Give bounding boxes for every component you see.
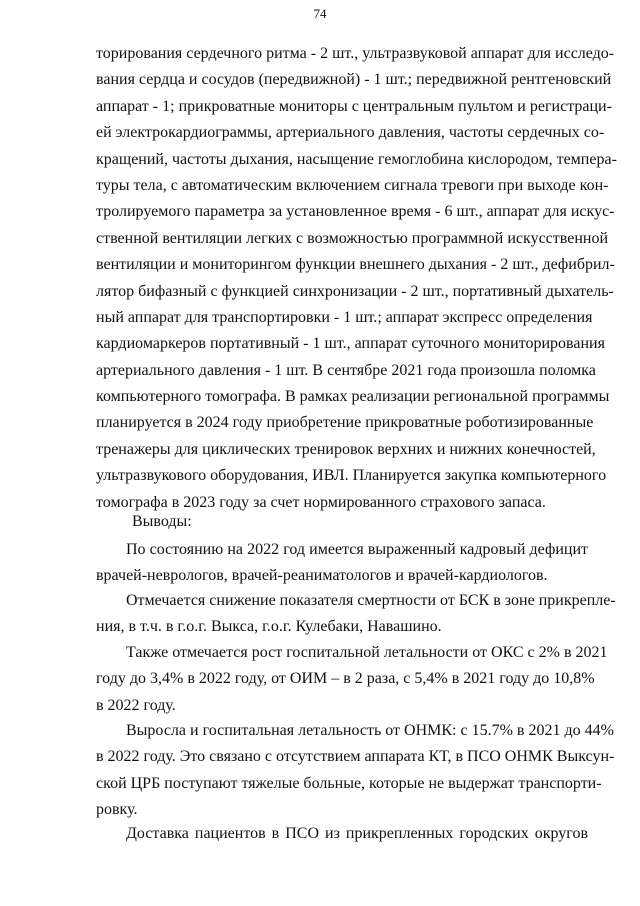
text-line: тролируемого параметра за установленное время - 6 шт., аппарат для искус- bbox=[96, 203, 615, 221]
text-line: Выросла и госпитальная летальность от ОНМК: с 15.7% в 2021 до 44% bbox=[126, 722, 614, 739]
text-line: артериального давления - 1 шт. В сентябре 2021 года произошла поломка bbox=[96, 361, 596, 379]
text-line: лятор бифазный с функцией синхронизации - 2 шт., портативный дыхатель- bbox=[96, 282, 614, 300]
text-line: в 2022 году. bbox=[96, 696, 176, 714]
text-line: в 2022 году. Это связано с отсутствием аппарата КТ, в ПСО ОНМК Выксун- bbox=[96, 748, 615, 766]
conclusions-heading: Выводы: bbox=[132, 513, 192, 530]
text-line: томографа в 2023 году за счет нормированного страхового запаса. bbox=[96, 493, 546, 511]
text-line: компьютерного томографа. В рамках реализации региональной программы bbox=[96, 388, 610, 406]
text-line: ния, в т.ч. в г.о.г. Выкса, г.о.г. Кулебаки, Навашино. bbox=[96, 618, 442, 636]
text-line: ственной вентиляции легких с возможностью программной искусственной bbox=[96, 229, 609, 247]
text-line: торирования сердечного ритма - 2 шт., ультразвуковой аппарат для исследо- bbox=[96, 45, 615, 62]
text-line: кардиомаркеров портативный - 1 шт., аппарат суточного мониторирования bbox=[96, 335, 605, 353]
text-line: ровку. bbox=[96, 801, 138, 819]
text-line: Отмечается снижение показателя смертности от БСК в зоне прикрепле- bbox=[126, 592, 616, 609]
staff-deficit-paragraph bbox=[96, 537, 588, 590]
text-line: аппарат - 1; прикроватные мониторы с центральным пультом и регистраци- bbox=[96, 97, 612, 115]
text-line: вания сердца и сосудов (передвижной) - 1 шт.; передвижной рентгеновский bbox=[96, 71, 612, 89]
text-line: туры тела, с автоматическим включением сигнала тревоги при выходе кон- bbox=[96, 176, 609, 194]
text-line: кращений, частоты дыхания, насыщение гемоглобина кислородом, темпера- bbox=[96, 150, 617, 168]
patient-delivery-paragraph bbox=[96, 821, 588, 847]
acs-lethality-paragraph bbox=[96, 640, 608, 719]
text-line: вентиляции и мониторингом функции внешнего дыхания - 2 шт., дефибрил- bbox=[96, 256, 615, 274]
text-line: ской ЦРБ поступают тяжелые больные, которые не выдержат транспорти- bbox=[96, 774, 602, 792]
text-line: Доставка пациентов в ПСО из прикрепленных городских округов bbox=[126, 825, 588, 842]
text-line: ный аппарат для транспортировки - 1 шт.; аппарат экспресс определения bbox=[96, 308, 593, 326]
text-line: Также отмечается рост госпитальной летальности от ОКС с 2% в 2021 bbox=[126, 644, 608, 661]
text-line: врачей-неврологов, врачей-реаниматологов и врачей-кардиологов. bbox=[96, 567, 548, 585]
mortality-paragraph bbox=[96, 588, 616, 641]
conclusions-heading-block bbox=[96, 509, 588, 535]
stroke-lethality-paragraph bbox=[96, 718, 615, 824]
text-line: тренажеры для циклических тренировок верхних и нижних конечностей, bbox=[96, 440, 596, 458]
text-line: ультразвукового оборудования, ИВЛ. Планируется закупка компьютерного bbox=[96, 467, 607, 485]
text-line: По состоянию на 2022 год имеется выраженный кадровый дефицит bbox=[126, 541, 588, 558]
page-number: 74 bbox=[313, 6, 327, 21]
equipment-paragraph bbox=[96, 41, 617, 516]
text-line: году до 3,4% в 2022 году, от ОИМ – в 2 раза, с 5,4% в 2021 году до 10,8% bbox=[96, 670, 595, 688]
text-line: планируется в 2024 году приобретение прикроватные роботизированные bbox=[96, 414, 594, 432]
text-line: ей электрокардиограммы, артериального давления, частоты сердечных со- bbox=[96, 124, 605, 142]
